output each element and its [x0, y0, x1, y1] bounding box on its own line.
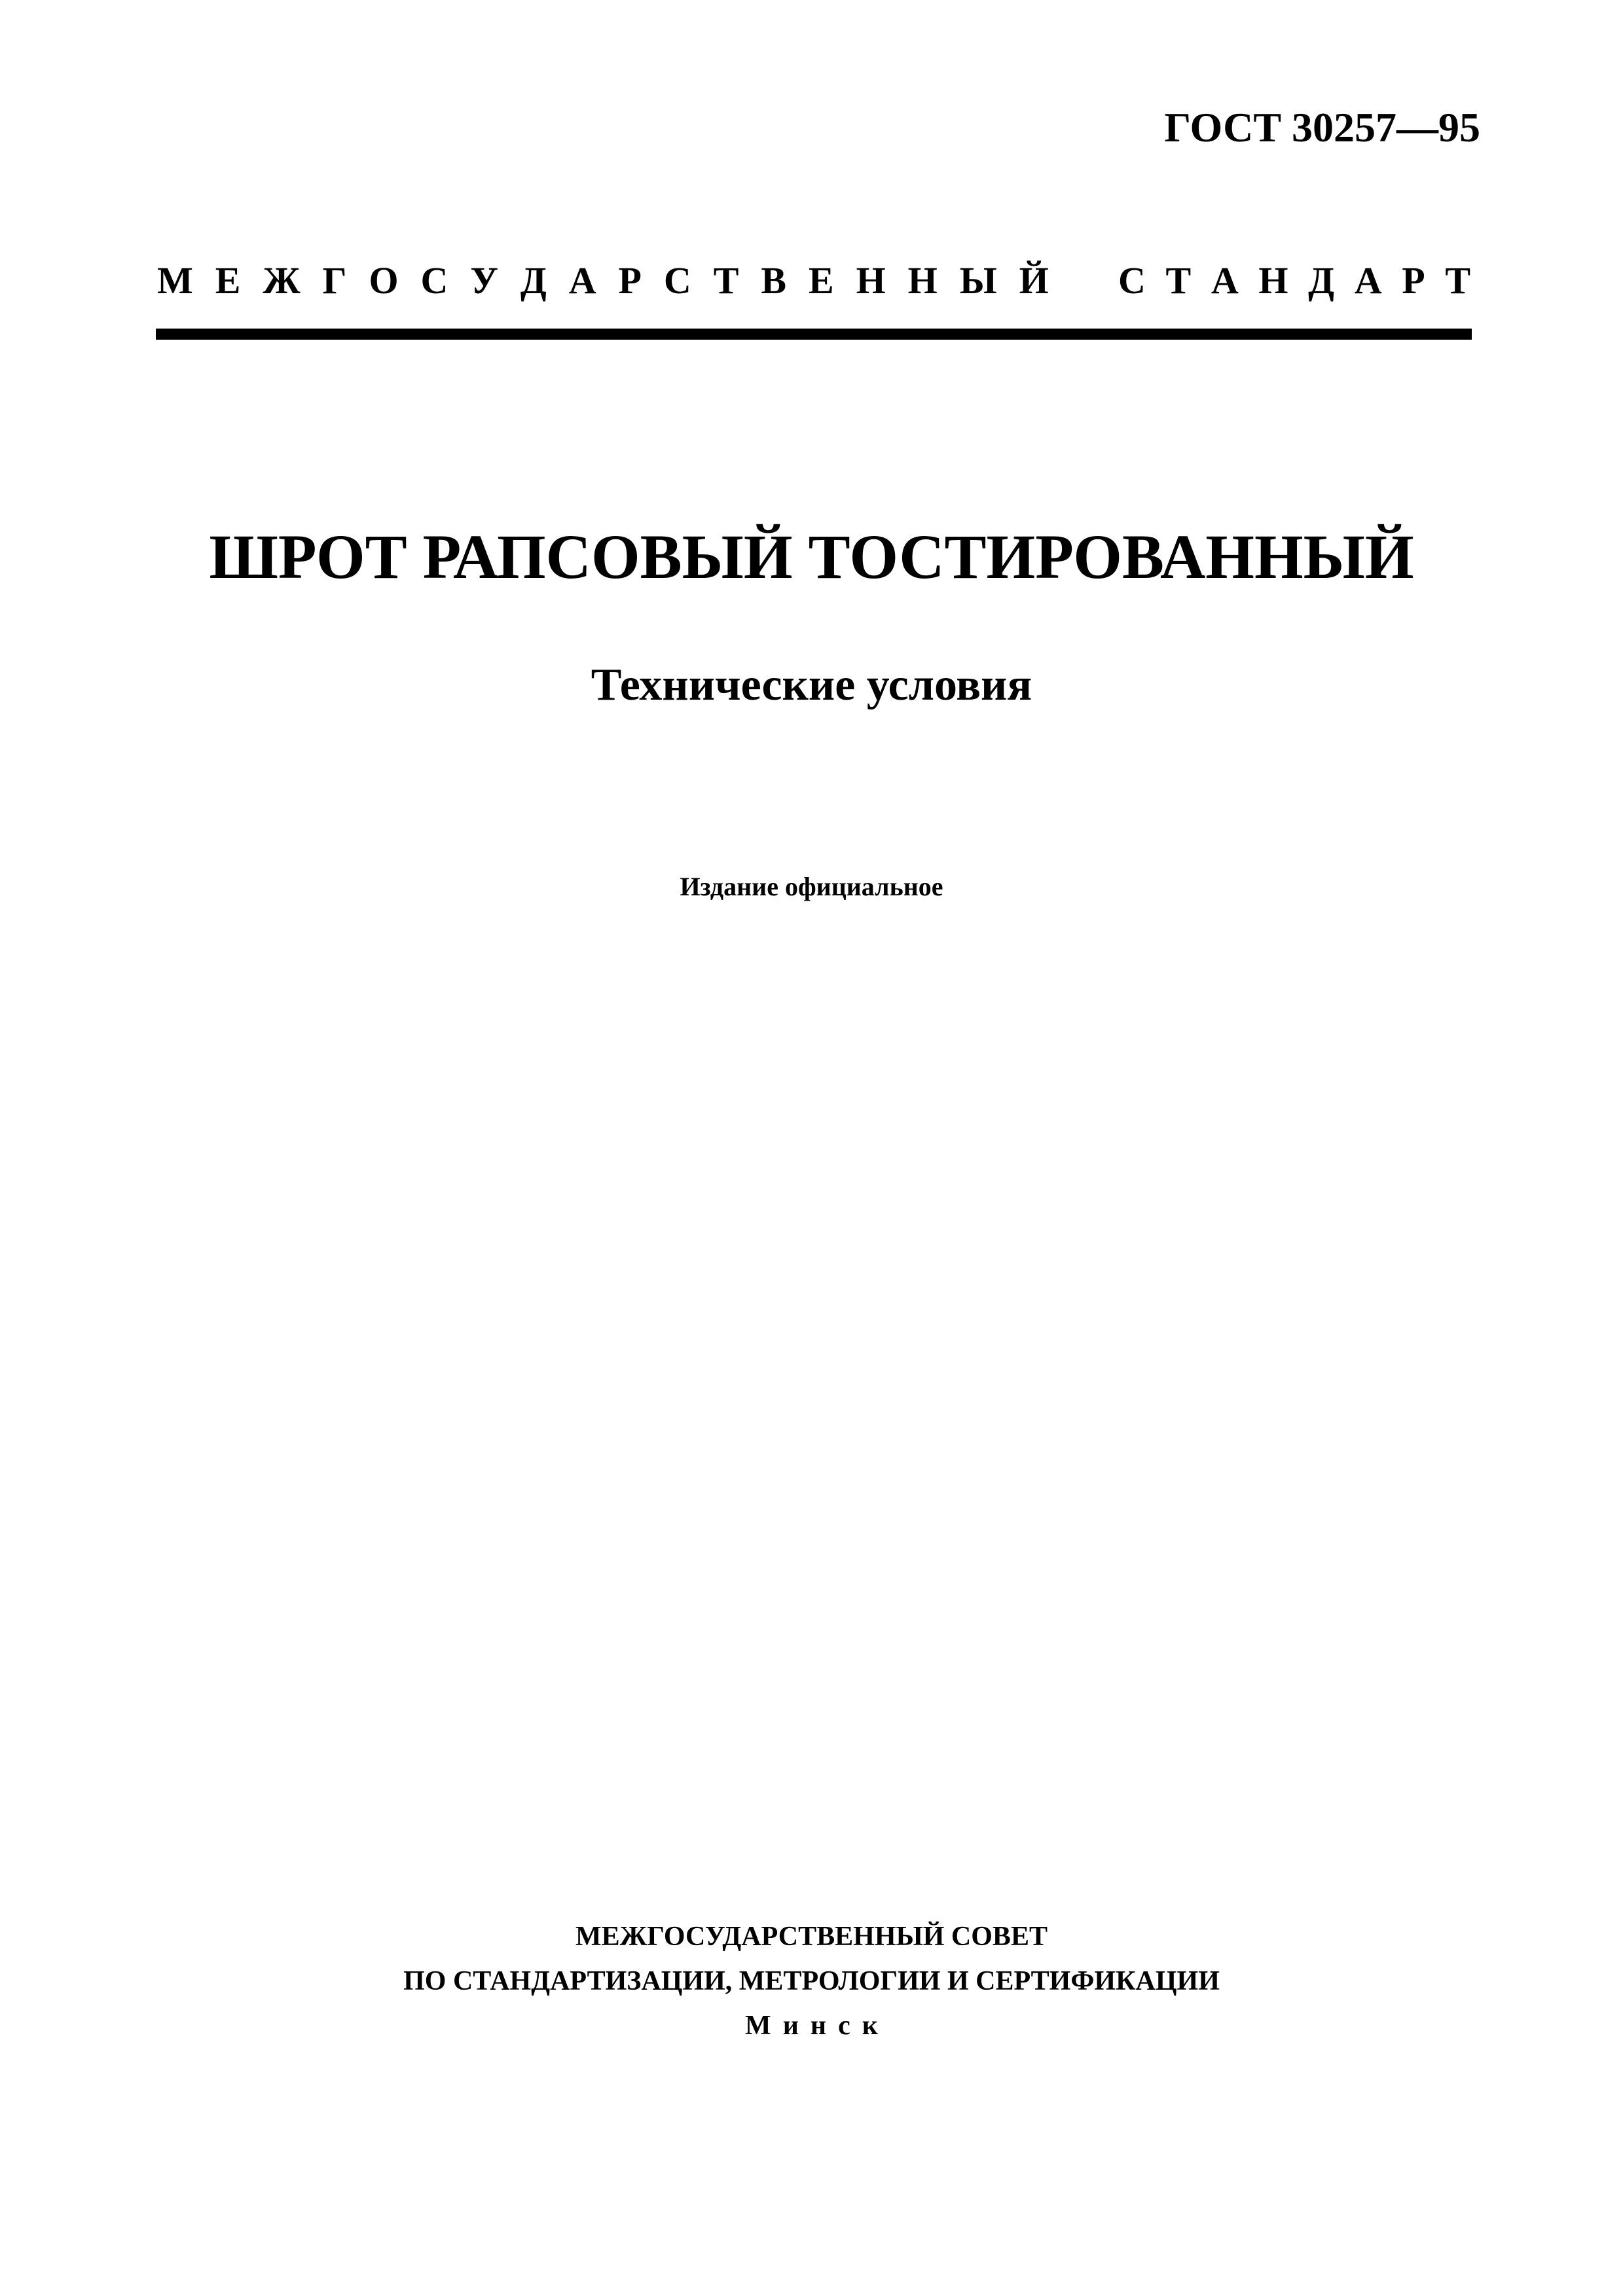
standard-code: ГОСТ 30257—95 — [1164, 104, 1480, 151]
caption-letter: Н — [907, 259, 938, 302]
publisher-line-1: МЕЖГОСУДАРСТВЕННЫЙ СОВЕТ — [575, 1922, 1048, 1952]
caption-letter: В — [761, 259, 787, 302]
publisher-city: Минск — [745, 2011, 890, 2041]
caption-letter: Р — [1402, 259, 1425, 302]
caption-letter: Н — [1258, 259, 1288, 302]
caption-letter: Т — [1445, 259, 1470, 302]
caption-letter: Ы — [959, 259, 997, 302]
caption-letter: Т — [1165, 259, 1192, 302]
header-caption-word-standard — [1118, 259, 1470, 302]
edition-note: Издание официальное — [680, 872, 943, 901]
caption-letter: Ж — [263, 259, 301, 302]
caption-letter: Й — [1019, 259, 1049, 302]
publisher-line-2: ПО СТАНДАРТИЗАЦИИ, МЕТРОЛОГИИ И СЕРТИФИКАЦИИ — [403, 1966, 1220, 1996]
caption-letter: О — [369, 259, 399, 302]
header-divider — [156, 329, 1472, 340]
document-subtitle: Технические условия — [591, 660, 1032, 710]
caption-letter: Д — [1308, 259, 1335, 302]
document-title: ШРОТ РАПСОВЫЙ ТОСТИРОВАННЫЙ — [209, 522, 1414, 592]
caption-letter: С — [663, 259, 691, 302]
caption-letter: Г — [322, 259, 347, 302]
caption-letter: А — [568, 259, 596, 302]
caption-letter: Р — [618, 259, 642, 302]
caption-letter: Е — [808, 259, 834, 302]
caption-letter: А — [1354, 259, 1382, 302]
caption-letter: Н — [856, 259, 886, 302]
caption-letter: Д — [520, 259, 547, 302]
header-caption — [157, 259, 1470, 302]
publisher-block — [0, 1914, 1623, 2048]
caption-letter: А — [1211, 259, 1239, 302]
caption-letter: Т — [713, 259, 739, 302]
caption-letter: Е — [215, 259, 241, 302]
caption-letter: С — [420, 259, 448, 302]
header-caption-word-interstate — [157, 259, 1049, 302]
caption-letter: М — [157, 259, 193, 302]
caption-letter: У — [470, 259, 498, 302]
caption-letter: С — [1118, 259, 1146, 302]
